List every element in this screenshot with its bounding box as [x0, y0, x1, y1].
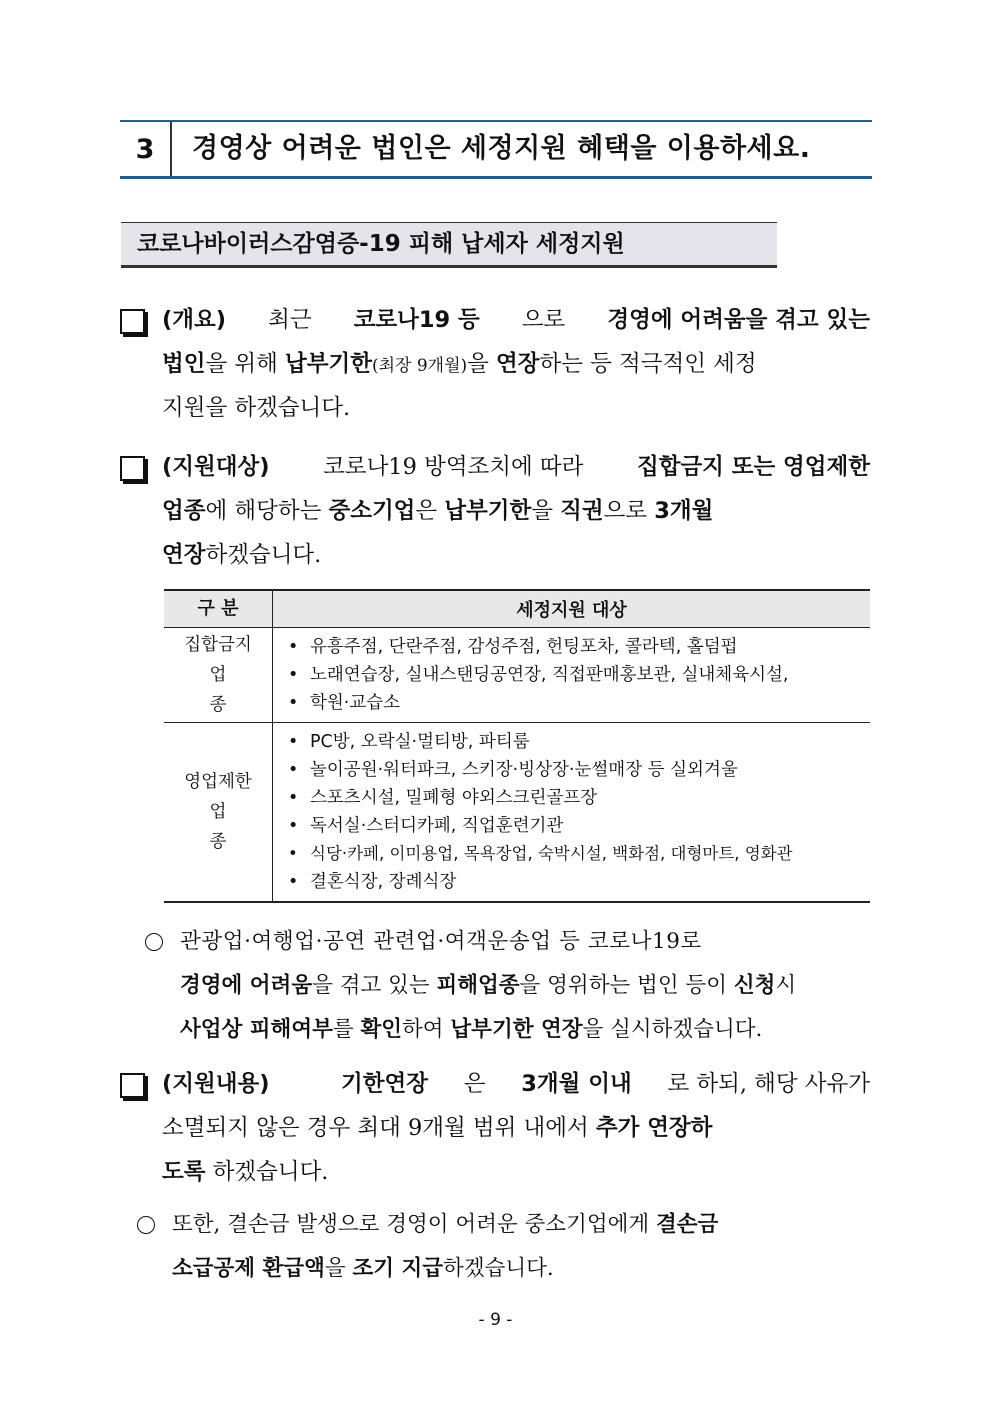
- emphasis: 3개월 이내: [521, 1071, 632, 1097]
- text-small: (최장 9개월): [371, 356, 468, 376]
- emphasis: 집합금지 또는 영업제한: [636, 454, 870, 480]
- emphasis: 도록: [162, 1159, 206, 1185]
- list-item: • 노래연습장, 실내스탠딩공연장, 직접판매홍보관, 실내체육시설,: [288, 661, 869, 689]
- text: 으로: [521, 307, 566, 333]
- table-cell-category: [164, 628, 273, 723]
- emphasis: 업종: [162, 498, 206, 524]
- category-line: 집합금지: [184, 635, 252, 655]
- para3-line2: [162, 1110, 712, 1142]
- emphasis: 납부기한: [285, 351, 372, 377]
- text: 최근: [268, 307, 312, 333]
- text: 을 겪고 있는: [312, 973, 437, 998]
- text: 시: [775, 973, 797, 998]
- emphasis: 신청: [733, 973, 776, 998]
- checkbox-icon: [120, 309, 145, 334]
- checkbox-icon: [120, 456, 145, 481]
- emphasis: 연장: [496, 351, 540, 377]
- emphasis: 기한연장: [341, 1071, 428, 1097]
- text: 을 실시하겠습니다.: [582, 1017, 763, 1042]
- emphasis: 피해업종: [436, 973, 520, 998]
- text: 소멸되지 않은 경우 최대 9개월 범위 내에서: [162, 1115, 596, 1141]
- table-header-category: 구 분: [164, 590, 273, 628]
- emphasis: 납부기한 연장: [450, 1017, 583, 1042]
- text: 로 하되, 해당 사유가: [667, 1071, 870, 1097]
- text: 학원·교습소: [310, 693, 401, 713]
- list-item-continuation: [288, 784, 869, 812]
- para2-line3: [162, 537, 321, 569]
- category-line: 업 종: [209, 665, 245, 715]
- emphasis: 직권: [560, 498, 604, 524]
- category-line: 업 종: [209, 802, 245, 852]
- emphasis: 경영에 어려움을 겪고 있는: [607, 307, 870, 333]
- emphasis: 경영에 어려움: [180, 973, 313, 998]
- category-line: 영업제한: [184, 772, 252, 792]
- text: 은: [415, 498, 445, 524]
- emphasis: 소급공제 환급액: [172, 1256, 325, 1281]
- para1-line2: [162, 346, 757, 378]
- emphasis: 납부기한: [444, 498, 532, 524]
- list-item: • PC방, 오락실·멀티방, 파티룸: [288, 728, 869, 756]
- emphasis: 결손금: [656, 1212, 719, 1237]
- section-title: 경영상 어려운 법인은 세정지원 혜택을 이용하세요.: [192, 133, 811, 164]
- text: 코로나19 방역조치에 따라: [323, 454, 584, 480]
- sub-paragraph-loss-carryback: [172, 1207, 872, 1297]
- table-cell-items: [273, 628, 871, 723]
- table-cell-category: [164, 723, 273, 903]
- support-target-table: [164, 589, 870, 903]
- text: 하겠습니다.: [205, 1159, 329, 1185]
- sub2-line1: [172, 1207, 718, 1238]
- para1-line3: 지원을 하겠습니다.: [162, 395, 351, 421]
- text: 을 위해: [205, 351, 285, 377]
- table-row: [164, 723, 870, 903]
- paragraph-support-content: [162, 1066, 870, 1196]
- para1-line1: [162, 302, 870, 334]
- emphasis: 중소기업: [328, 498, 416, 524]
- emphasis: 추가 연장하: [595, 1115, 713, 1141]
- table-row: [164, 628, 870, 723]
- list-item: • 독서실·스터디카페, 직업훈련기관: [288, 812, 869, 840]
- sub1-line1: 관광업·여행업·공연 관련업·여객운송업 등 코로나19로: [180, 929, 702, 954]
- emphasis: 코로나19 등: [353, 307, 480, 333]
- text: 스포츠시설, 밀폐형 야외스크린골프장: [310, 788, 598, 808]
- emphasis: 조기 지급: [352, 1256, 444, 1281]
- text: 를: [332, 1017, 361, 1042]
- checkbox-icon: [120, 1073, 145, 1098]
- subheading: 코로나바이러스감염증-19 피해 납세자 세정지원: [137, 231, 625, 257]
- text: 에 해당하는: [205, 498, 329, 524]
- subheading-box: [121, 222, 777, 268]
- text: 또한, 결손금 발생으로 경영이 어려운 중소기업에게: [172, 1212, 656, 1237]
- section-header: [120, 120, 872, 179]
- section-number: 3: [120, 122, 172, 176]
- emphasis: 연장: [162, 542, 206, 568]
- sub1-line3: [180, 1012, 762, 1043]
- circle-bullet-icon: [137, 1216, 155, 1234]
- para2-line1: [162, 449, 870, 481]
- table-cell-items: [273, 723, 871, 903]
- para3-line3: [162, 1154, 328, 1186]
- table-header-row: [164, 590, 870, 628]
- paragraph-target: [162, 449, 870, 579]
- table-header-target: 세정지원 대상: [273, 590, 871, 628]
- text: 을: [531, 498, 561, 524]
- emphasis: 법인: [162, 351, 206, 377]
- text: 으로: [603, 498, 655, 524]
- emphasis: 확인: [360, 1017, 403, 1042]
- para2-line2: [162, 493, 713, 525]
- list-item: • 결혼식장, 장례식장: [288, 868, 869, 896]
- sub2-line2: [172, 1251, 554, 1282]
- emphasis: 3개월: [654, 498, 714, 524]
- list-item: • 식당·카페, 이미용업, 목욕장업, 숙박시설, 백화점, 대형마트, 영화관: [288, 840, 869, 868]
- list-item: • 유흥주점, 단란주점, 감성주점, 헌팅포차, 콜라텍, 홀덤펍: [288, 633, 869, 661]
- label-target: (지원대상): [162, 454, 270, 480]
- list-item-continuation: [288, 689, 869, 717]
- text: 을: [467, 351, 497, 377]
- label-overview: (개요): [162, 307, 227, 333]
- paragraph-overview: [162, 302, 870, 432]
- text: 을 영위하는 법인 등이: [519, 973, 734, 998]
- sub-paragraph-damaged-industries: [180, 924, 872, 1054]
- sub1-line2: [180, 968, 796, 999]
- list-item: • 놀이공원·워터파크, 스키장·빙상장·눈썰매장 등 실외겨울: [288, 756, 869, 784]
- text: 을: [324, 1256, 353, 1281]
- text: 하는 등 적극적인 세정: [539, 351, 757, 377]
- para3-line1: [162, 1066, 870, 1098]
- text: 하겠습니다.: [205, 542, 322, 568]
- text: 하겠습니다.: [443, 1256, 554, 1281]
- label-content: (지원내용): [162, 1071, 270, 1097]
- circle-bullet-icon: [145, 933, 163, 951]
- emphasis: 사업상 피해여부: [180, 1017, 333, 1042]
- text: 은: [463, 1071, 486, 1097]
- page-number: - 9 -: [478, 1310, 513, 1330]
- text: 하여: [402, 1017, 451, 1042]
